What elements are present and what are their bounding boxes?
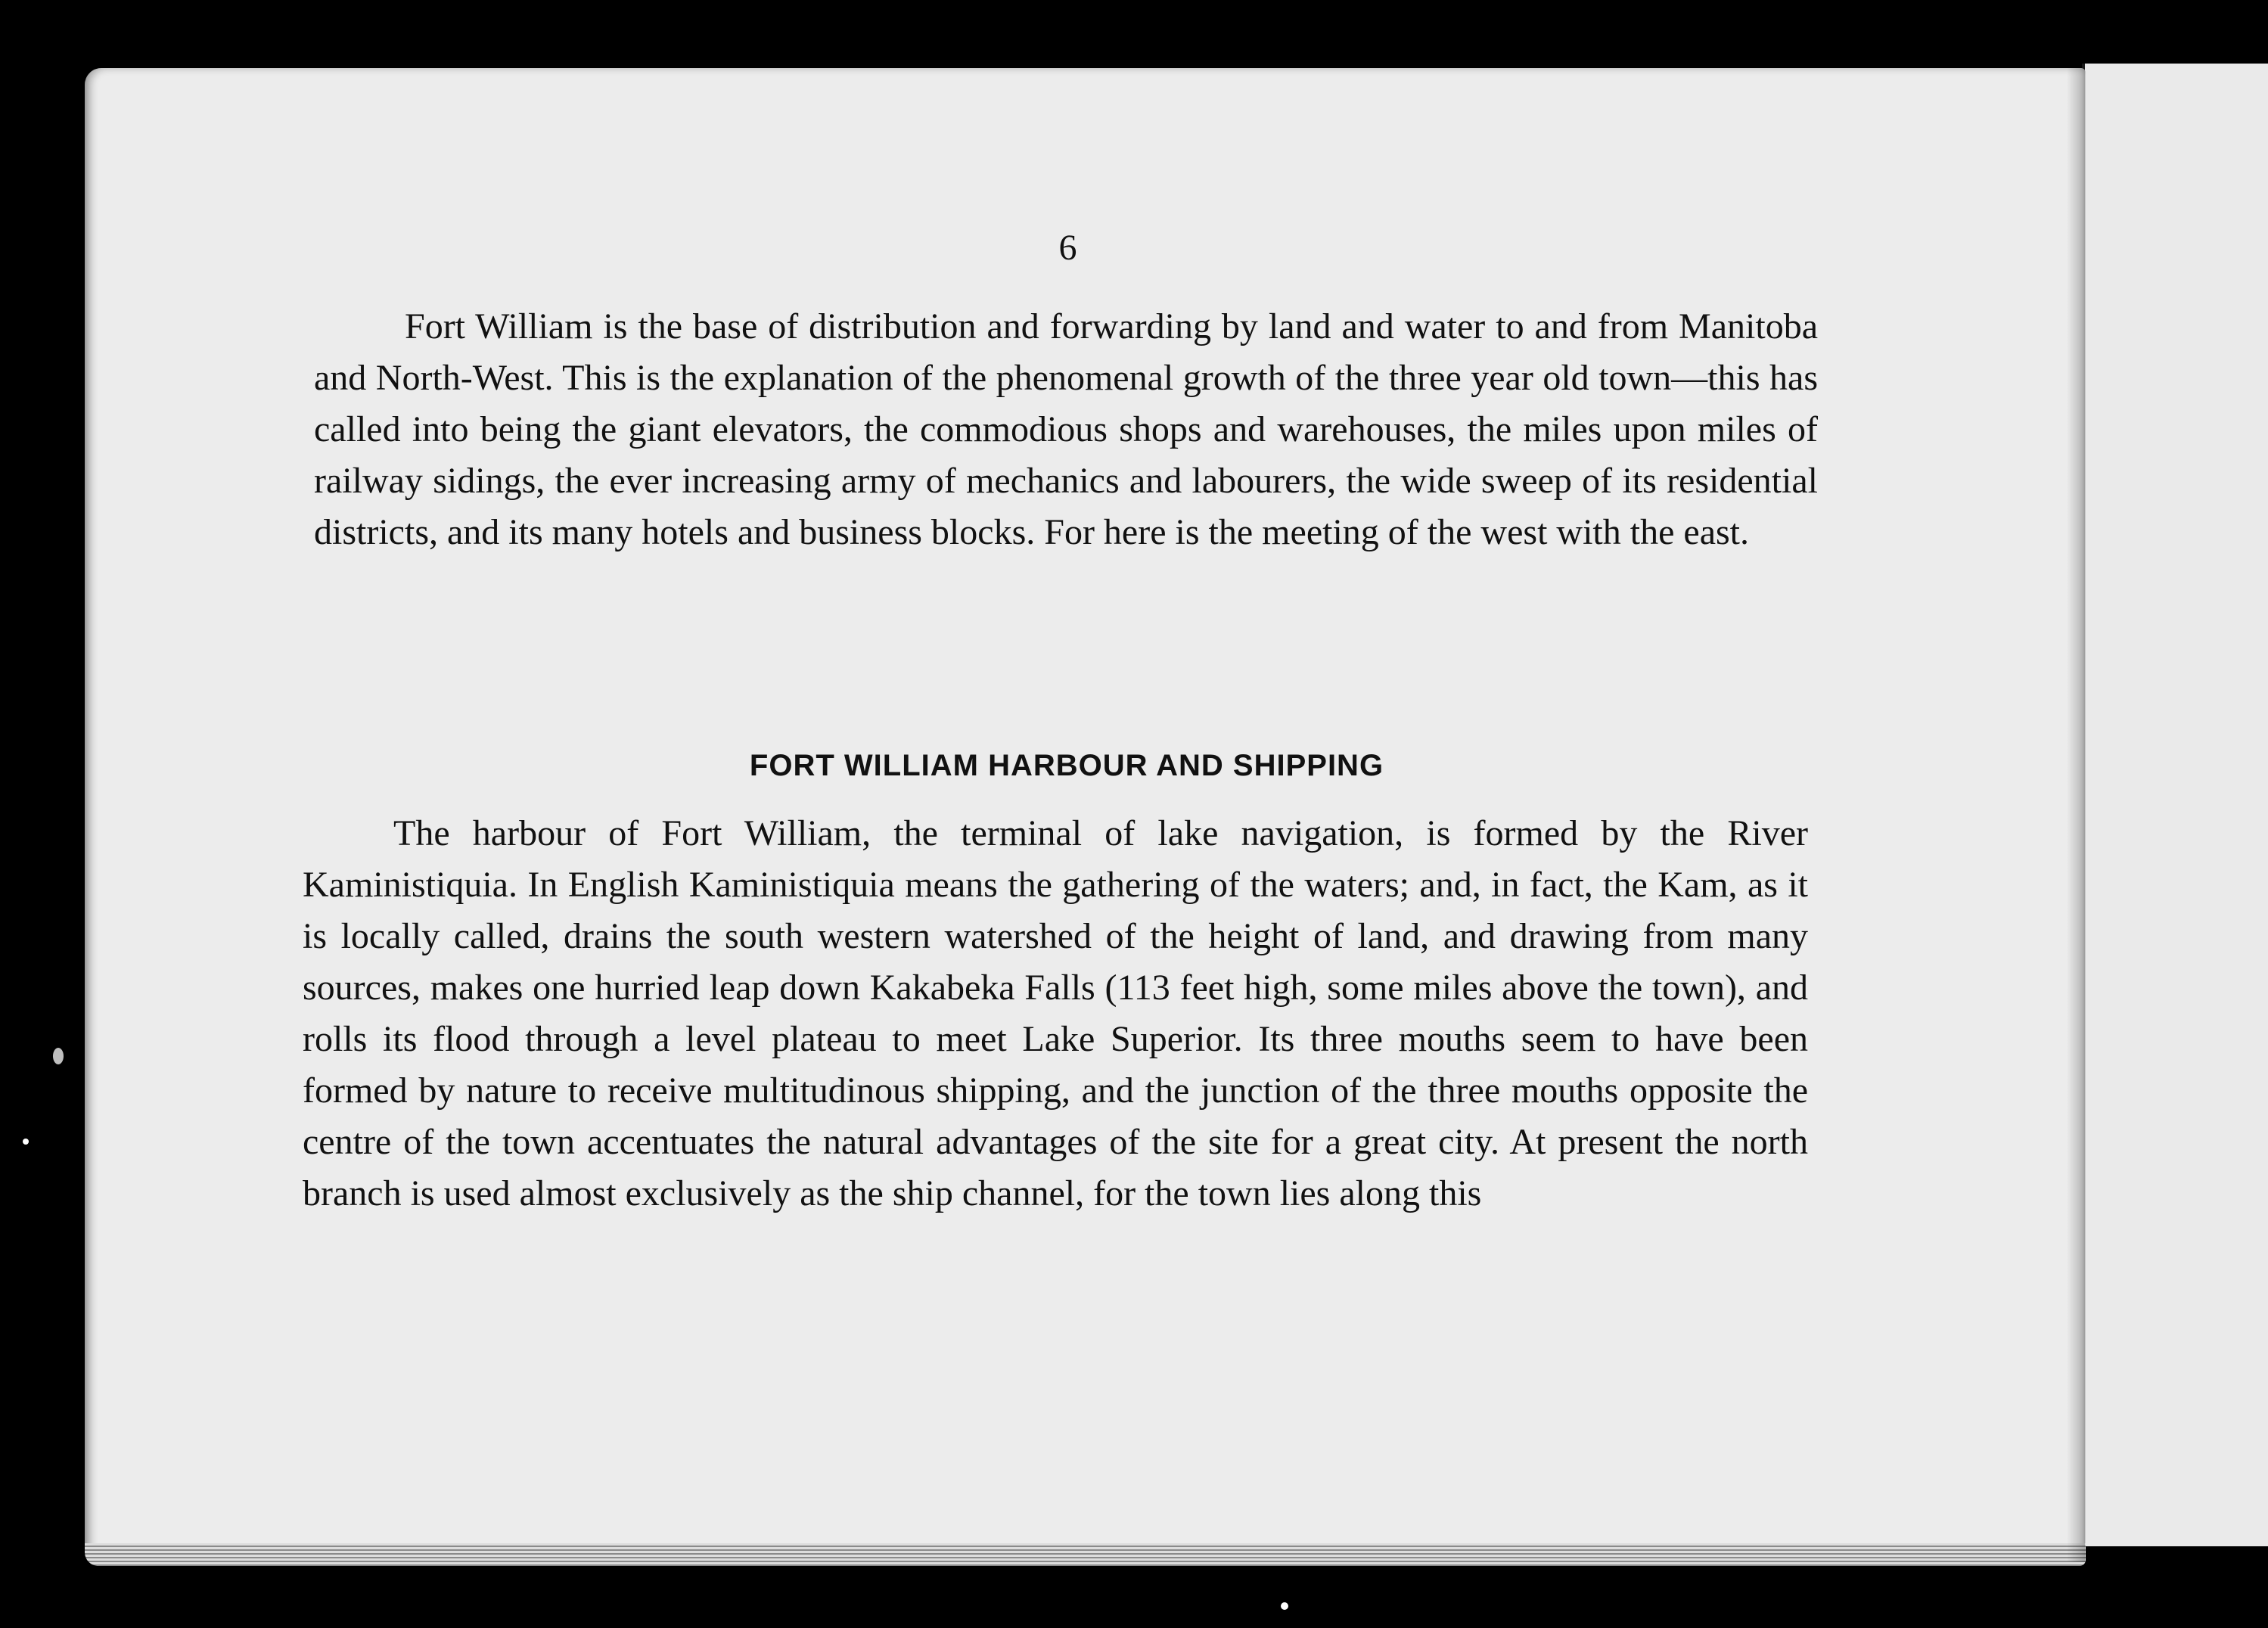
scan-speck	[53, 1048, 64, 1064]
gutter-shadow	[2067, 68, 2085, 1562]
body-paragraph: The harbour of Fort William, the terminal of lake navigation, is formed by the River Kaministiquia. In English Kaministiquia means the gathering of the waters; and, in fact, the Kam, as it is locally called, drains the south western watershed of the height of land, and drawing from many sources, makes one hurried leap down Kakabeka Falls (113 feet high, some miles above the town), and rolls its flood through a level plateau to meet Lake Superior. Its three mouths seem to have been formed by nature to receive multitudinous shipping, and the junction of the three mouths opposite the centre of the town accentuates the natural advantages of the site for a great city. At present the north branch is used almost exclusively as the ship channel, for the town lies along this	[303, 813, 1808, 1213]
page-number: 6	[1058, 228, 1077, 268]
scan-speck	[23, 1139, 29, 1145]
section-heading: FORT WILLIAM HARBOUR AND SHIPPING	[749, 749, 1384, 782]
page-stack-edge	[85, 1543, 2086, 1566]
scan-speck	[1281, 1602, 1288, 1610]
body-paragraph: Fort William is the base of distribution and forwarding by land and water to and from Manitoba and North-West. This is the explanation of the phenomenal growth of the three year old town—this has called into being the giant elevators, the commodious shops and warehouses, the miles upon miles of railway sidings, the ever increasing army of mechanics and labourers, the wide sweep of its residential districts, and its many hotels and business blocks. For here is the meeting of the west with the east.	[314, 306, 1818, 552]
facing-page	[2082, 64, 2268, 1546]
